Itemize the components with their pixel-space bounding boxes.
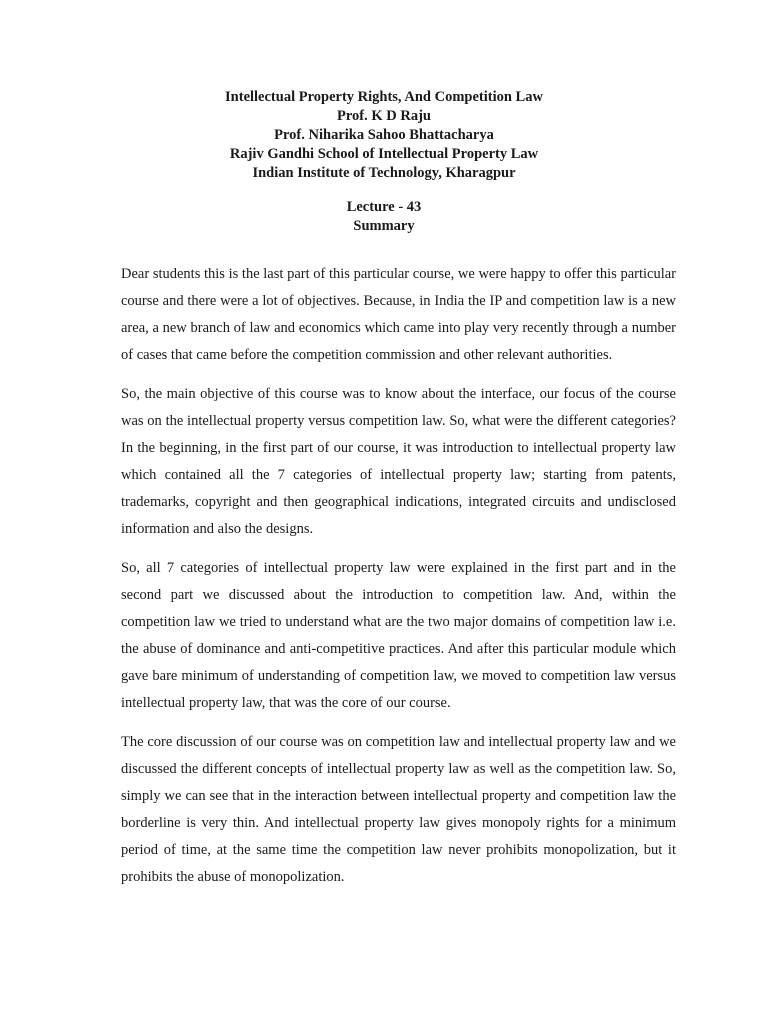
- lecture-topic: Summary: [353, 218, 415, 234]
- paragraph: So, the main objective of this course was to know about the interface, our focus of the course was on the intellectual property versus competition law. So, what were the different categories?In the beginning, in the first part of our course, it was introduction to intellectual property law which contained all the 7 categories of intellectual property law; starting from patents, trademarks, copyright and then geographical indications, integrated circuits and undisclosed information and also the designs.: [121, 386, 676, 537]
- document-body: [121, 261, 676, 903]
- author-name: Prof. Niharika Sahoo Bhattacharya: [274, 127, 494, 143]
- paragraph: The core discussion of our course was on competition law and intellectual property law and we discussed the different concepts of intellectual property law as well as the competition law. So, simply we can see that in the interaction between intellectual property and competition law the borderline is very thin. And intellectual property law gives monopoly rights for a minimum period of time, at the same time the competition law never prohibits monopolization, but it prohibits the abuse of monopolization.: [121, 734, 676, 885]
- paragraph: Dear students this is the last part of this particular course, we were happy to offer this particular course and there were a lot of objectives. Because, in India the IP and competition law is a new area, a new branch of law and economics which came into play very recently through a number of cases that came before the competition commission and other relevant authorities.: [121, 266, 676, 363]
- lecture-heading: [0, 198, 768, 236]
- course-title: Intellectual Property Rights, And Competition Law: [225, 89, 543, 105]
- school-name: Rajiv Gandhi School of Intellectual Property Law: [229, 146, 539, 162]
- paragraph: So, all 7 categories of intellectual property law were explained in the first part and in the second part we discussed about the introduction to competition law. And, within the competition law we tried to understand what are the two major domains of competition law i.e. the abuse of dominance and anti-competitive practices. And after this particular module which gave bare minimum of understanding of competition law, we moved to competition law versus intellectual property law, that was the core of our course.: [121, 560, 676, 711]
- institute-name: Indian Institute of Technology, Kharagpur: [252, 165, 516, 181]
- document-header: [0, 88, 768, 183]
- lecture-number: Lecture - 43: [346, 199, 422, 215]
- author-name: Prof. K D Raju: [337, 108, 431, 124]
